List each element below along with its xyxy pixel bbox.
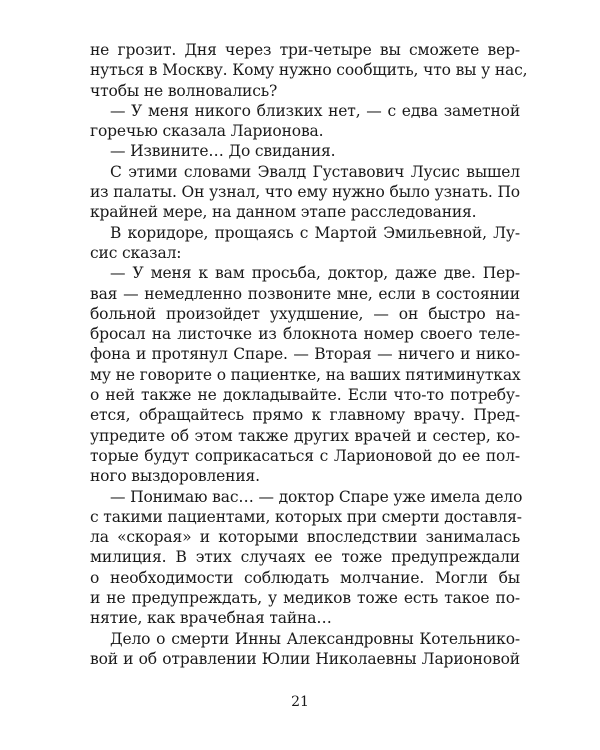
text-line: фона и протянул Спаре. — Вторая — ничего и нико-: [90, 345, 520, 364]
text-line: — У меня никого близких нет, — с едва заметной: [110, 101, 520, 120]
body-text: [90, 40, 528, 669]
text-line: В коридоре, прощаясь с Мартой Эмильевной, Лу-: [110, 223, 520, 242]
text-line: не грозит. Дня через три-четыре вы сможете вер-: [90, 41, 520, 59]
text-line: ного выздоровления.: [90, 467, 260, 486]
text-line: из палаты. Он узнал, что ему нужно было узнать. По: [90, 183, 520, 202]
text-line: с такими пациентами, которых при смерти доставля-: [90, 507, 522, 526]
text-line: нятие, как врачебная тайна…: [90, 609, 332, 628]
text-line: С этими словами Эвалд Густавович Лусис вышел: [110, 162, 520, 181]
text-line: сис сказал:: [90, 243, 182, 262]
text-line: Дело о смерти Инны Александровны Котельнико-: [110, 629, 520, 648]
text-line: му не говорите о пациентке, на ваших пятиминутках: [90, 365, 521, 384]
text-line: и не предупреждать, у медиков тоже есть такое по-: [90, 589, 520, 608]
text-line: бросал на листочке из блокнота номер своего теле-: [90, 325, 520, 344]
text-line: торые будут соприкасаться с Ларионовой до ее пол-: [90, 446, 520, 465]
text-line: упредите об этом также других врачей и сестер, ко-: [90, 426, 520, 445]
text-line: милиция. В этих случаях ее тоже предупреждали: [90, 548, 520, 567]
text-line: крайней мере, на данном этапе расследования.: [90, 203, 477, 222]
text-line: — Понимаю вас… — доктор Спаре уже имела дело: [110, 487, 523, 506]
text-line: ется, обращайтесь прямо к главному врачу. Пред-: [90, 406, 520, 425]
text-line: ла «скорая» и которыми впоследствии занималась: [90, 528, 520, 547]
text-line: о необходимости соблюдать молчание. Могли бы: [90, 568, 520, 587]
text-line: о ней также не докладывайте. Если что-то потребу-: [90, 386, 520, 405]
text-line: вая — немедленно позвоните мне, если в состоянии: [90, 284, 520, 303]
text-line: — Извините… До свидания.: [110, 142, 336, 161]
text-line: вой и об отравлении Юлии Николаевны Ларионовой: [90, 649, 520, 668]
text-line: нуться в Москву. Кому нужно сообщить, что вы у нас,: [90, 61, 528, 80]
text-line: чтобы не волновались?: [90, 81, 278, 100]
page-number: 21: [291, 694, 309, 710]
text-line: больной произойдет ухудшение, — он быстро на-: [90, 304, 520, 323]
text-line: горечью сказала Ларионова.: [90, 122, 324, 141]
text-line: — У меня к вам просьба, доктор, даже две. Пер-: [110, 264, 520, 283]
